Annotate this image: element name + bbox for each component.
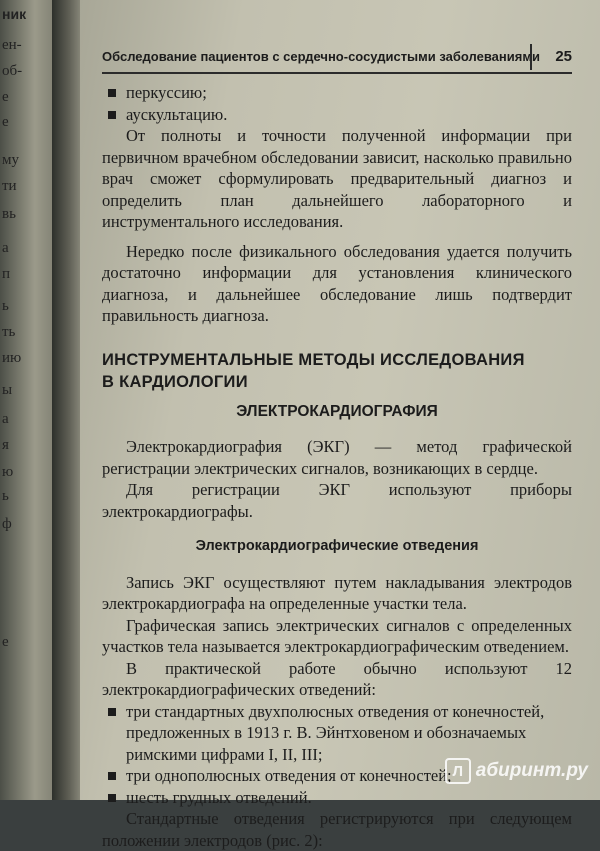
left-page-fragment: ю	[2, 464, 14, 480]
paragraph: Нередко после физикального обследования удается получить достаточно информации для установления клинического диагноза, и дальнейшее обследование лишь подтвердит правильность диагноза.	[102, 241, 572, 325]
list-item	[102, 104, 572, 126]
left-page-fragment: ти	[2, 178, 17, 194]
left-page-fragment: об-	[2, 63, 23, 79]
left-page-fragment: п	[2, 266, 11, 282]
left-page-fragment: а	[2, 411, 9, 427]
left-page-fragment: я	[2, 437, 9, 453]
left-page-fragment: ь	[2, 298, 9, 314]
watermark-text: абиринт.ру	[475, 760, 588, 781]
list-item-text: три стандартных двухполюсных отведения от конечностей, предложенных в 1913 г. В. Эйнтховеном и обозначаемых римскими цифрами I, II, III;	[126, 701, 545, 764]
list-item	[102, 787, 572, 809]
paragraph: Стандартные отведения регистрируются при следующем положении электродов (рис. 2):	[102, 809, 572, 850]
list-item-text: аускультацию.	[126, 104, 228, 124]
left-page-fragment: ф	[2, 516, 12, 532]
left-page-fragment: ь	[2, 488, 9, 504]
left-page-fragment: а	[2, 240, 9, 256]
labirint-logo-icon: Л	[445, 758, 471, 784]
square-bullet-icon	[108, 111, 116, 119]
book-page	[80, 0, 600, 850]
left-page-edge	[0, 0, 58, 800]
running-header-title: Обследование пациентов с сердечно-сосудистыми заболеваниями	[102, 49, 540, 64]
running-header	[102, 46, 572, 74]
square-bullet-icon	[108, 794, 116, 802]
square-bullet-icon	[108, 708, 116, 716]
page-number: 25	[530, 44, 572, 70]
list-item-text: три однополюсных отведения от конечностей;	[126, 766, 452, 785]
left-page-fragment: е	[2, 114, 9, 130]
left-page-fragment: вь	[2, 206, 16, 222]
paragraph: От полноты и точности полученной информации при первичном врачебном обследовании зависит, насколько правильно врач сможет сформулировать предварительный диагноз и определить план дальнейшего лабораторного и инструментального исследования.	[102, 126, 572, 231]
list-item-text: перкуссию;	[126, 83, 207, 102]
left-page-fragment: ть	[2, 324, 16, 340]
left-page-fragment: ник	[2, 6, 27, 22]
section-heading	[102, 349, 572, 393]
section-heading-line: В КАРДИОЛОГИИ	[102, 372, 248, 391]
left-page-fragment: е	[2, 634, 9, 650]
left-page-fragment: ен-	[2, 37, 22, 53]
subsubsection-heading: Электрокардиографические отведения	[195, 538, 479, 554]
left-page-fragment: е	[2, 89, 9, 105]
list-item	[102, 701, 572, 766]
subsection-heading: ЭЛЕКТРОКАРДИОГРАФИЯ	[236, 402, 438, 420]
list-item-text: шесть грудных отведений.	[126, 787, 312, 807]
section-heading-line: ИНСТРУМЕНТАЛЬНЫЕ МЕТОДЫ ИССЛЕДОВАНИЯ	[102, 350, 525, 369]
paragraph: Графическая запись электрических сигналов с определенных участков тела называется электрокардиографическим отведением.	[102, 615, 572, 656]
paragraph: Для регистрации ЭКГ используют приборы электрокардиографы.	[102, 480, 572, 521]
list-item	[102, 82, 572, 104]
square-bullet-icon	[108, 89, 116, 97]
paragraph: Запись ЭКГ осуществляют путем накладывания электродов электрокардиографа на определенные участки тела.	[102, 572, 572, 613]
page-body	[102, 82, 572, 851]
watermark	[445, 758, 588, 784]
left-page-fragment: ию	[2, 350, 22, 366]
square-bullet-icon	[108, 772, 116, 780]
paragraph: Электрокардиография (ЭКГ) — метод графической регистрации электрических сигналов, возникающих в сердце.	[102, 437, 572, 478]
left-page-fragment: му	[2, 152, 19, 168]
left-page-fragment: ы	[2, 382, 13, 398]
paragraph: В практической работе обычно используют 12 электрокардиографических отведений:	[102, 658, 572, 699]
